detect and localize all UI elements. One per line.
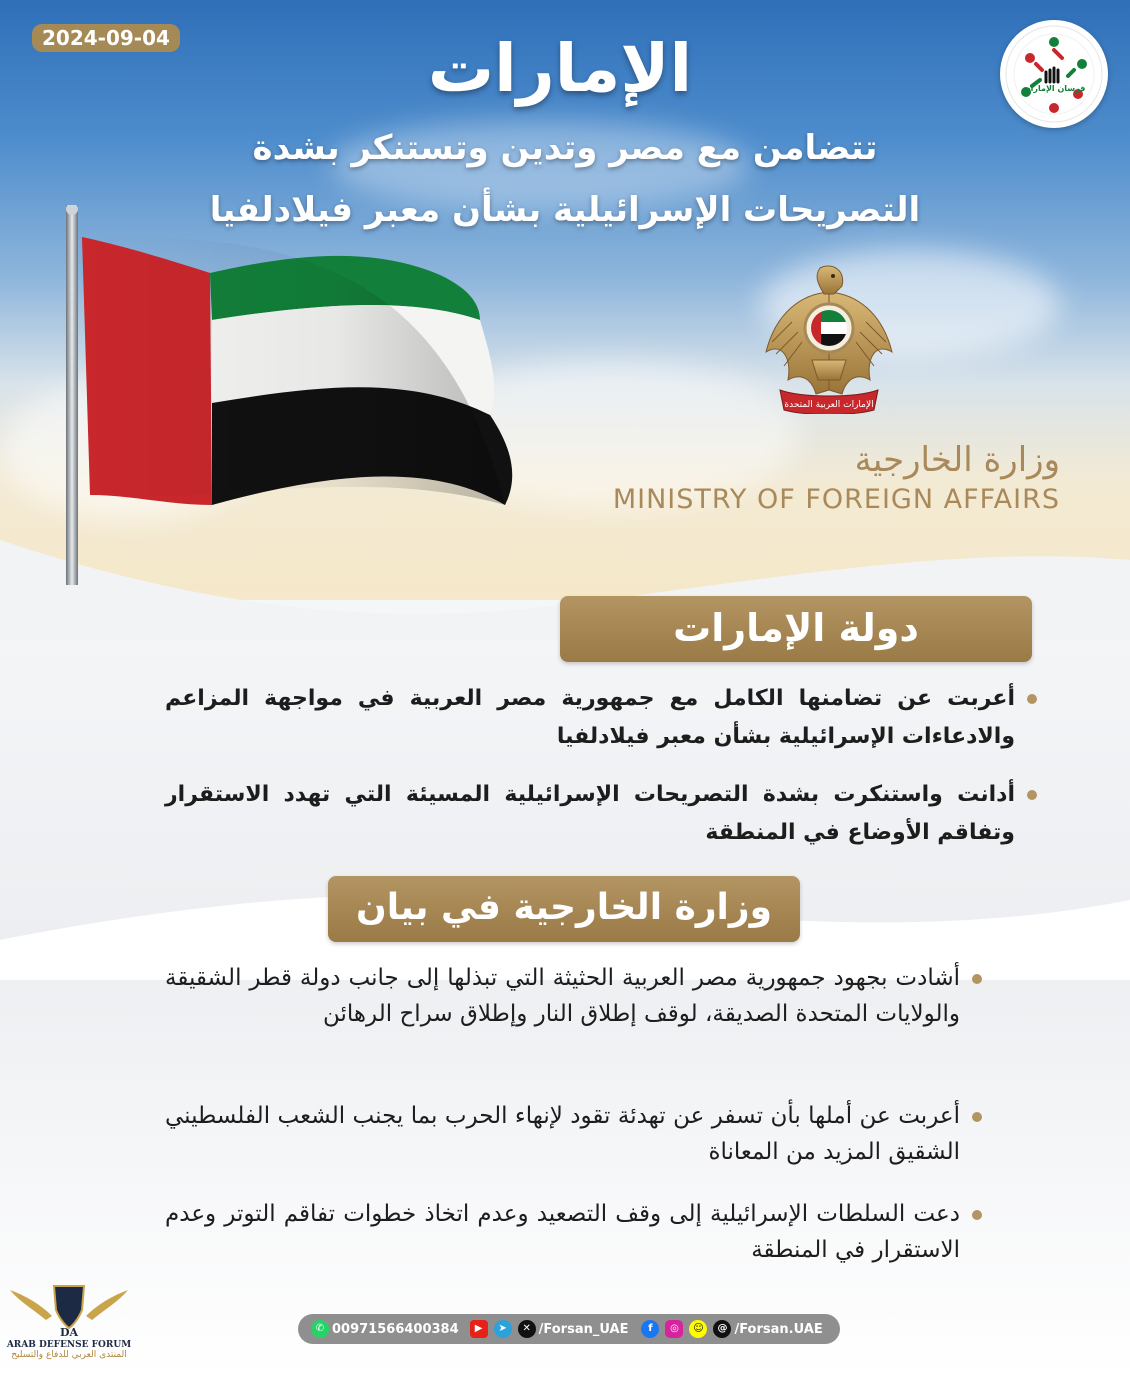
forum-letters: DA: [59, 1326, 79, 1336]
telegram-icon[interactable]: ➤: [494, 1320, 512, 1338]
ministry-name-english: MINISTRY OF FOREIGN AFFAIRS: [612, 484, 1060, 515]
bullet-text: دعت السلطات الإسرائيلية إلى وقف التصعيد وعدم اتخاذ خطوات تفاقم التوتر وعدم الاستقرار في المنطقة: [165, 1201, 960, 1263]
bullet-dot-icon: [972, 1210, 982, 1220]
bullet-text: أعربت عن أملها بأن تسفر عن تهدئة تقود لإنهاء الحرب بما يجنب الشعب الفلسطيني الشقيق المزيد من المعاناة: [165, 1103, 960, 1165]
list-item: [165, 1196, 960, 1268]
subtitle-line-2: التصريحات الإسرائيلية بشأن معبر فيلادلفيا: [209, 190, 921, 230]
bullet-text: أعربت عن تضامنها الكامل مع جمهورية مصر العربية في مواجهة المزاعم والادعاءات الإسرائيلية بشأن معبر فيلادلفيا: [165, 686, 1015, 749]
forum-emblem-icon: [6, 1280, 132, 1336]
forum-name-english: ARAB DEFENSE FORUM: [6, 1340, 132, 1350]
subtitle-line-1: تتضامن مع مصر وتدين وتستنكر بشدة: [252, 128, 878, 168]
instagram-icon[interactable]: ◎: [665, 1320, 683, 1338]
emblem-banner-text: الإمارات العربية المتحدة: [784, 400, 874, 410]
bullet-text: أشادت بجهود جمهورية مصر العربية الحثيثة التي تبذلها إلى جانب دولة قطر الشقيقة والولايات المتحدة الصديقة، لوقف إطلاق النار وإطلاق سراح الرهائن: [165, 965, 960, 1027]
facebook-icon[interactable]: f: [641, 1320, 659, 1338]
snapchat-icon[interactable]: ☺: [689, 1320, 707, 1338]
bullet-dot-icon: [1027, 694, 1037, 704]
logo-name: فرسان الإمارات: [1022, 84, 1086, 93]
social-handle-1[interactable]: /Forsan_UAE: [538, 1321, 629, 1337]
phone-number[interactable]: 00971566400384: [332, 1321, 459, 1337]
forum-name-arabic: المنتدى العربي للدفاع والتسليح: [11, 1350, 127, 1360]
ministry-name-arabic: وزارة الخارجية: [854, 440, 1060, 480]
bullet-dot-icon: [1027, 790, 1037, 800]
forsan-uae-logo-icon: [1000, 20, 1108, 128]
date-badge: 2024-09-04: [32, 24, 180, 52]
arab-defense-forum-logo: [6, 1280, 132, 1370]
list-item: [165, 776, 1015, 852]
whatsapp-icon[interactable]: ✆: [311, 1320, 329, 1338]
x-icon[interactable]: ✕: [518, 1320, 536, 1338]
social-contact-bar: [298, 1314, 840, 1344]
bullet-text: أدانت واستنكرت بشدة التصريحات الإسرائيلية المسيئة التي تهدد الاستقرار وتفاقم الأوضاع في المنطقة: [165, 782, 1015, 845]
list-item: [165, 960, 960, 1032]
list-item: [165, 1098, 960, 1170]
social-handle-2[interactable]: /Forsan.UAE: [734, 1321, 823, 1337]
youtube-icon[interactable]: ▶: [470, 1320, 488, 1338]
uae-flag-icon: [60, 205, 520, 585]
uae-emblem-falcon-icon: [762, 262, 896, 414]
list-item: [165, 680, 1015, 756]
bullet-dot-icon: [972, 1112, 982, 1122]
page-title: الإمارات: [427, 30, 693, 107]
threads-icon[interactable]: @: [713, 1320, 731, 1338]
bullet-dot-icon: [972, 974, 982, 984]
section-heading-ministry-statement: وزارة الخارجية في بيان: [328, 876, 800, 942]
section-heading-uae: دولة الإمارات: [560, 596, 1032, 662]
